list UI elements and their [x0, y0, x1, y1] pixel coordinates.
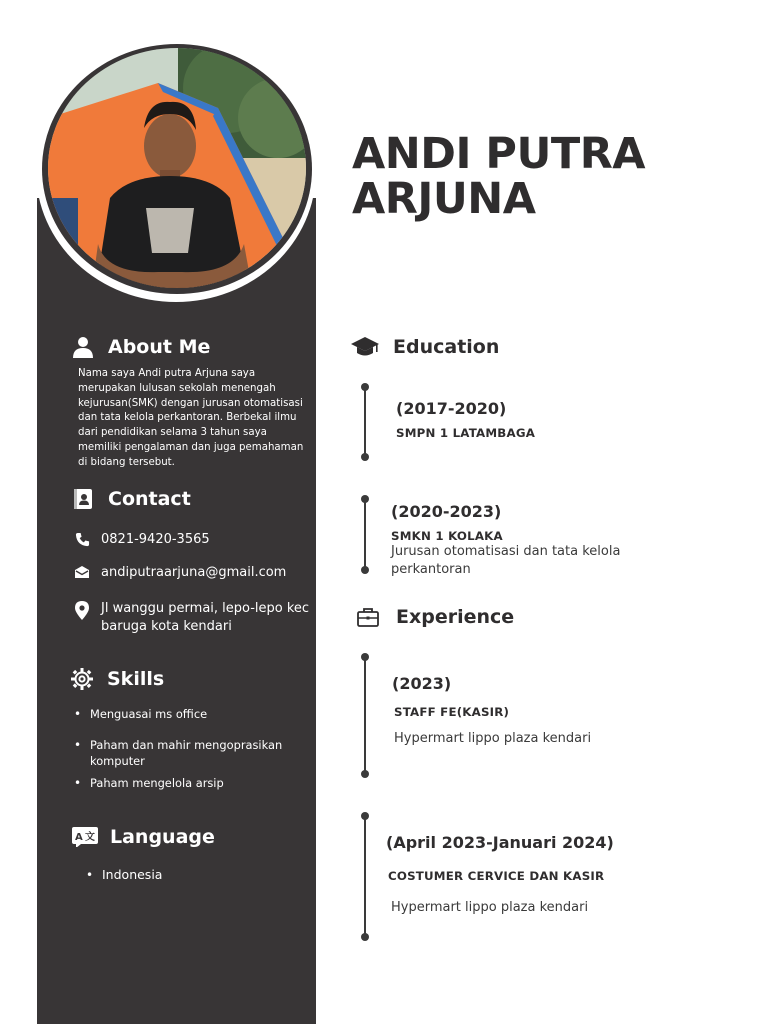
bullet: •	[74, 707, 82, 721]
location-pin-icon	[72, 600, 92, 620]
email-address[interactable]: andiputraarjuna@gmail.com	[101, 565, 287, 580]
experience-role: STAFF FE(KASIR)	[394, 705, 510, 719]
translate-icon	[72, 827, 98, 847]
contact-email	[72, 564, 316, 582]
language-item	[86, 867, 327, 883]
education-school: SMKN 1 KOLAKA	[391, 529, 503, 543]
full-name	[352, 129, 752, 224]
timeline-dot	[361, 653, 369, 661]
full-name-line2: ARJUNA	[352, 174, 536, 224]
experience-place: Hypermart lippo plaza kendari	[391, 900, 589, 915]
bullet: •	[74, 776, 82, 790]
contact-heading-label: Contact	[108, 488, 191, 510]
phone-icon	[72, 531, 92, 547]
experience-heading	[354, 606, 514, 628]
email-icon	[72, 564, 92, 579]
briefcase-icon	[354, 607, 382, 627]
experience-period: (2023)	[392, 674, 452, 693]
skill-item	[74, 737, 315, 769]
skill-text: Paham dan mahir mengoprasikan komputer	[90, 738, 283, 768]
bullet: •	[86, 868, 94, 882]
skills-heading	[69, 667, 164, 691]
experience-role: COSTUMER CERVICE DAN KASIR	[388, 869, 605, 883]
timeline-dot	[361, 933, 369, 941]
experience-period: (April 2023-Januari 2024)	[386, 833, 614, 852]
contact-phone	[72, 531, 316, 549]
timeline-line	[364, 498, 366, 570]
education-detail: Jurusan otomatisasi dan tata kelola perkantoran	[391, 544, 621, 577]
about-heading-label: About Me	[108, 336, 211, 358]
contact-address	[72, 600, 316, 636]
education-heading-label: Education	[393, 336, 500, 358]
language-heading	[72, 826, 215, 848]
skill-item	[74, 706, 315, 722]
language-text: Indonesia	[102, 867, 163, 882]
profile-photo	[48, 48, 306, 288]
language-heading-label: Language	[110, 826, 215, 848]
skill-text: Paham mengelola arsip	[90, 776, 224, 790]
phone-number[interactable]: 0821-9420-3565	[101, 532, 210, 547]
timeline-dot	[361, 812, 369, 820]
timeline-dot	[361, 770, 369, 778]
address-text: Jl wanggu permai, lepo-lepo kec baruga kota kendari	[101, 601, 310, 634]
skill-item	[74, 775, 315, 791]
svg-text:文: 文	[85, 832, 95, 843]
timeline-dot	[361, 453, 369, 461]
about-heading	[70, 336, 210, 358]
contact-heading	[70, 488, 191, 510]
skill-text: Menguasai ms office	[90, 707, 208, 721]
bullet: •	[74, 738, 82, 752]
education-period: (2020-2023)	[391, 502, 502, 521]
gear-icon	[69, 667, 95, 691]
timeline-dot	[361, 383, 369, 391]
experience-heading-label: Experience	[396, 606, 515, 628]
timeline-line	[364, 815, 366, 937]
experience-place: Hypermart lippo plaza kendari	[394, 731, 592, 746]
full-name-line1: ANDI PUTRA	[352, 129, 646, 179]
contact-card-icon	[70, 488, 96, 510]
timeline-dot	[361, 495, 369, 503]
about-text: Nama saya Andi putra Arjuna saya merupakan lulusan sekolah menengah kejurusan(SMK) dengan jurusan otomatisasi dan tata kelola perkantoran. Berbekal ilmu dari pendidikan selama 3 tahun saya memiliki pengalaman dan juga pemahaman di bidang tersebut.	[78, 368, 304, 468]
svg-text:A: A	[75, 832, 83, 843]
graduation-cap-icon	[351, 336, 379, 358]
timeline-dot	[361, 566, 369, 574]
user-icon	[70, 336, 96, 358]
education-school: SMPN 1 LATAMBAGA	[396, 426, 536, 440]
timeline-line	[364, 386, 366, 458]
education-heading	[351, 336, 499, 358]
skills-heading-label: Skills	[107, 668, 165, 690]
education-period: (2017-2020)	[396, 399, 507, 418]
timeline-line	[364, 656, 366, 774]
